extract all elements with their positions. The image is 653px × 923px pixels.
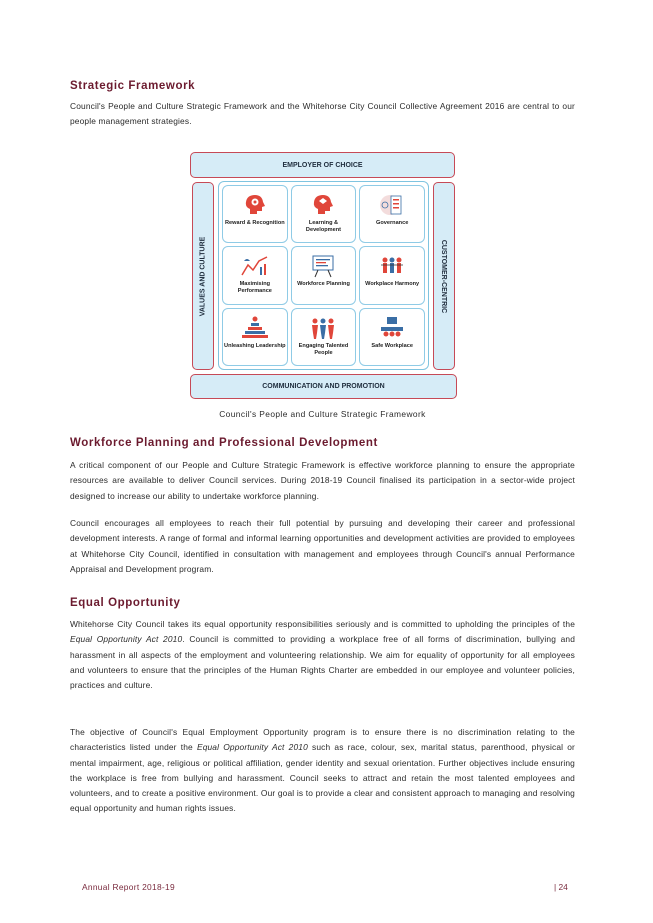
cell-label: Safe Workplace xyxy=(371,342,413,349)
safe-workplace-icon xyxy=(377,315,407,341)
heading-equal-opportunity: Equal Opportunity xyxy=(70,597,181,609)
planning-board-icon xyxy=(308,253,338,279)
cell-label: Unleashing Leadership xyxy=(224,342,286,349)
cell-label: Governance xyxy=(375,220,409,226)
bar-top-label: EMPLOYER OF CHOICE xyxy=(282,161,363,169)
footer-page-number: | 24 xyxy=(554,882,568,892)
heading-strategic-framework: Strategic Framework xyxy=(70,80,196,92)
framework-diagram xyxy=(190,152,458,400)
paragraph-equal-2: The objective of Council's Equal Employment Opportunity program is to ensure there is no discrimination relating to the characteristics listed under the Equal Opportunity Act 2010 such as race, colour, sex, marital status, parenthood, physical or mental impairment, age, religious or political affiliation, gender identity and sexual orientation. Further objectives include ensuring the workplace is free from bullying and harassment. Council seeks to attract and retain the most talented employees and volunteers, and to create a positive environment. Our goal is to provide a clear and consistent approach to managing and resolving equal opportunity and human rights issues. xyxy=(70,727,575,814)
cell-engaging-talented-people xyxy=(291,308,357,366)
footer-report-title: Annual Report 2018-19 xyxy=(82,882,175,892)
paragraph-strategic: Council's People and Culture Strategic Framework and the Whitehorse City Council Collective Agreement 2016 are central to our people management strategies. xyxy=(70,101,575,127)
diagram-caption: Council's People and Culture Strategic Framework xyxy=(219,409,426,419)
cell-unleashing-leadership xyxy=(222,308,288,366)
heading-workforce-planning: Workforce Planning and Professional Development xyxy=(70,437,378,449)
cell-workplace-harmony xyxy=(359,246,425,304)
cell-reward-recognition xyxy=(222,185,288,243)
cell-label: Learning & Development xyxy=(305,220,342,233)
paragraph-workforce-1: A critical component of our People and Culture Strategic Framework is effective workforce planning to ensure the appropriate resources are available to deliver Council services. During 2018-19 Council finalised its participation in a sector-wide project designed to increase our ability to undertake workforce planning. xyxy=(70,460,575,501)
harmony-people-icon xyxy=(377,253,407,279)
bar-customer-centric xyxy=(433,182,455,370)
bar-values-culture xyxy=(192,182,214,370)
bar-communication-promotion xyxy=(190,374,457,399)
cell-governance xyxy=(359,185,425,243)
bar-employer-of-choice xyxy=(190,152,455,178)
engaging-people-icon xyxy=(308,315,338,341)
cell-label: Maximising Performance xyxy=(237,281,272,295)
cell-label: Engaging Talented People xyxy=(298,342,349,356)
reward-head-icon xyxy=(240,192,270,218)
framework-grid xyxy=(218,181,429,370)
bar-bottom-label: COMMUNICATION AND PROMOTION xyxy=(262,383,385,390)
leadership-pyramid-icon xyxy=(240,315,270,341)
cell-safe-workplace xyxy=(359,308,425,366)
performance-chart-icon xyxy=(240,253,270,279)
learning-head-icon xyxy=(308,192,338,218)
governance-checklist-icon xyxy=(377,192,407,218)
cell-maximising-performance xyxy=(222,246,288,304)
cell-label: Reward & Recognition xyxy=(224,220,285,226)
cell-workforce-planning xyxy=(291,246,357,304)
cell-learning-development xyxy=(291,185,357,243)
bar-left-label: VALUES AND CULTURE xyxy=(199,236,207,316)
paragraph-equal-1: Whitehorse City Council takes its equal opportunity responsibilities seriously and is committed to upholding the principles of the Equal Opportunity Act 2010. Council is committed to providing a workplace free of all forms of discrimination, bullying and harassment in all aspects of the employment and volunteering relationship. We aim for equality of opportunity for all employees and volunteers to ensure that the principles of the Human Rights Charter are embedded in our employee and volunteer policies, practices and culture. xyxy=(70,619,575,691)
paragraph-workforce-2: Council encourages all employees to reach their full potential by pursuing and developing their career and professional development interests. A range of formal and informal learning opportunities and development activities are provided to employees at Whitehorse City Council, identified in consultation with management and employees through Council's annual Performance Appraisal and Development program. xyxy=(70,518,575,574)
cell-label: Workplace Harmony xyxy=(365,281,420,288)
cell-label: Workforce Planning xyxy=(297,281,350,288)
bar-right-label: CUSTOMER-CENTRIC xyxy=(440,239,448,313)
